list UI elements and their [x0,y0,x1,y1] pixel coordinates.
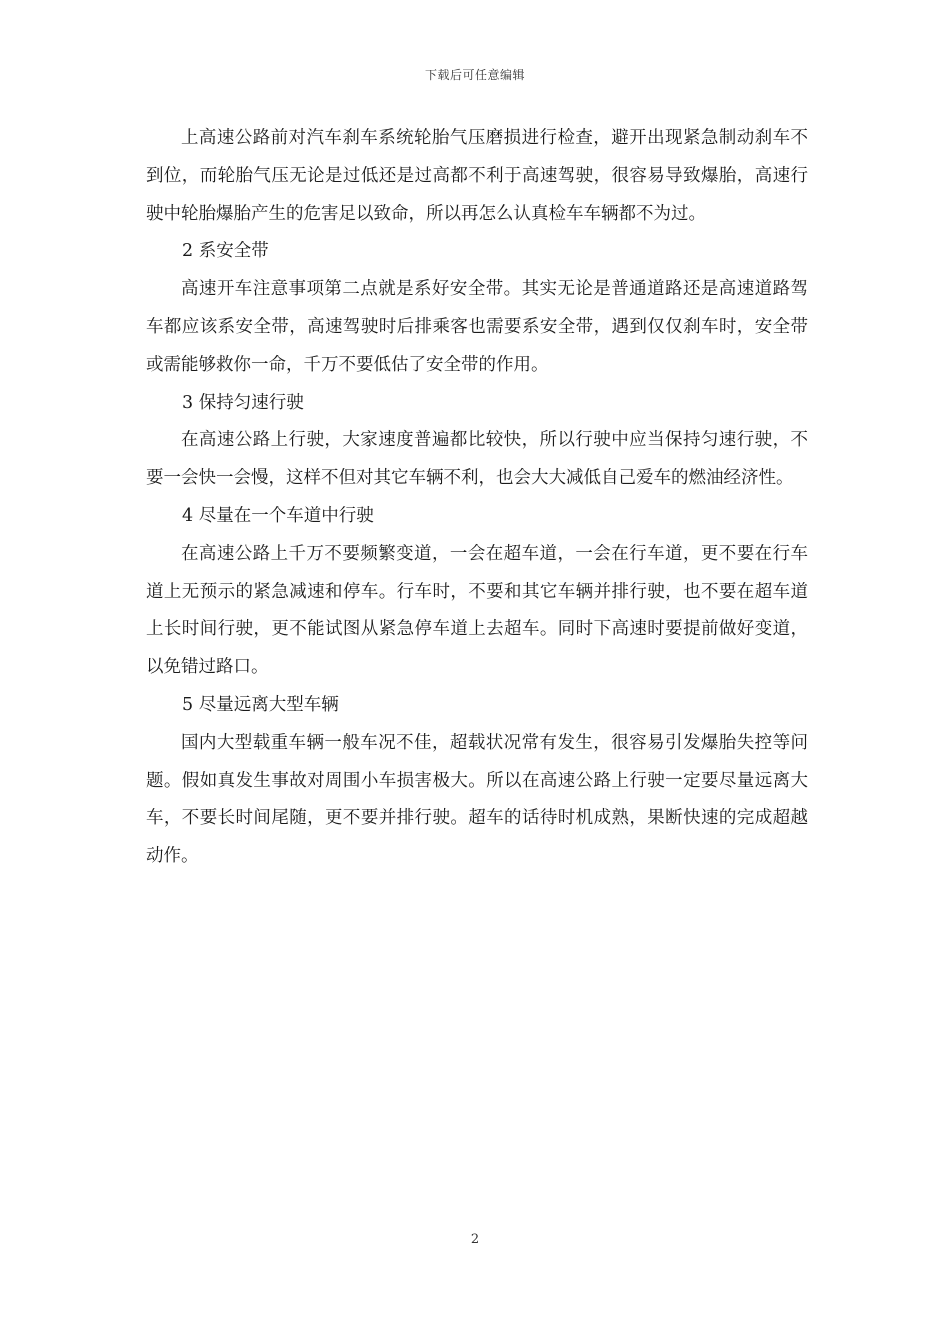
section-paragraph-seatbelt: 高速开车注意事项第二点就是系好安全带。其实无论是普通道路还是高速道路驾车都应该系安全带，高速驾驶时后排乘客也需要系安全带，遇到仅仅刹车时，安全带或需能够救你一命，千万不要低估了安全带的作用。 [146,279,808,375]
section-heading-seatbelt: 2 系安全带 [182,241,269,262]
section-heading-constant-speed: 3 保持匀速行驶 [182,392,304,413]
intro-paragraph: 上高速公路前对汽车刹车系统轮胎气压磨损进行检查，避开出现紧急制动刹车不到位，而轮胎气压无论是过低还是过高都不利于高速驾驶，很容易导致爆胎，高速行驶中轮胎爆胎产生的危害足以致命，所以再怎么认真检车车辆都不为过。 [146,128,808,224]
section-paragraph-large-vehicles: 国内大型载重车辆一般车况不佳，超载状况常有发生，很容易引发爆胎失控等问题。假如真发生事故对周围小车损害极大。所以在高速公路上行驶一定要尽量远离大车，不要长时间尾随，更不要并排行驶。超车的话待时机成熟，果断快速的完成超越动作。 [146,732,808,867]
document-body [146,120,808,876]
page-number: 2 [470,1232,480,1247]
section-heading-single-lane: 4 尽量在一个车道中行驶 [182,505,374,526]
page-header: 下载后可任意编辑 [424,68,525,82]
section-paragraph-constant-speed: 在高速公路上行驶，大家速度普遍都比较快，所以行驶中应当保持匀速行驶，不要一会快一会慢，这样不但对其它车辆不利，也会大大减低自己爱车的燃油经济性。 [146,430,808,489]
section-paragraph-single-lane: 在高速公路上千万不要频繁变道，一会在超车道，一会在行车道，更不要在行车道上无预示的紧急减速和停车。行车时，不要和其它车辆并排行驶，也不要在超车道上长时间行驶，更不能试图从紧急停车道上去超车。同时下高速时要提前做好变道，以免错过路口。 [146,543,808,678]
section-heading-large-vehicles: 5 尽量远离大型车辆 [182,694,339,715]
